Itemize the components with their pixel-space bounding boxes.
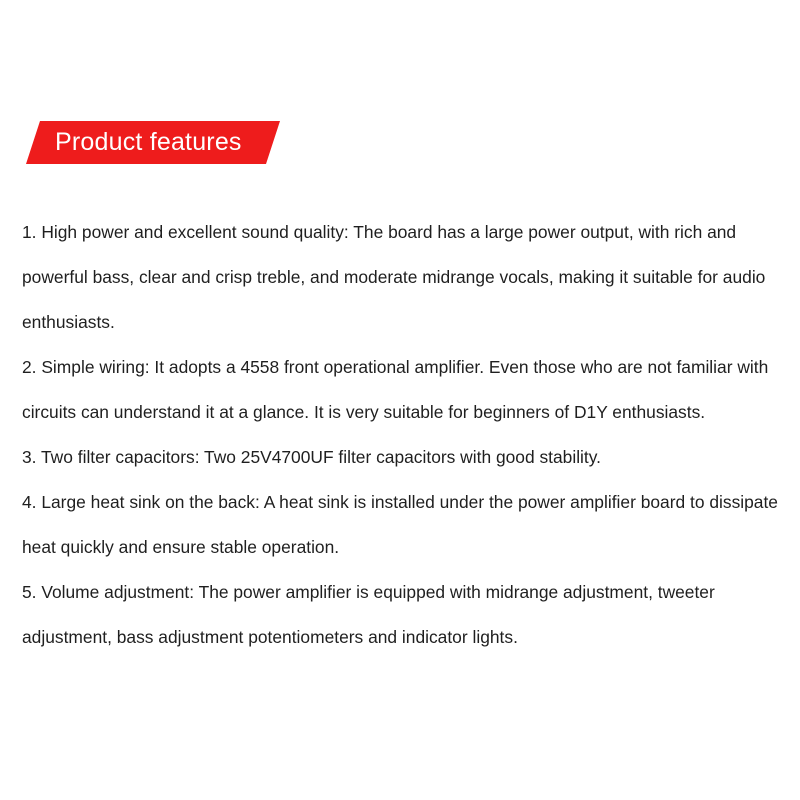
section-title: Product features	[55, 128, 242, 156]
feature-item-1: 1. High power and excellent sound quality: The board has a large power output, with rich and powerful bass, clear and crisp treble, and moderate midrange vocals, making it suitable for audio enthusiasts.	[22, 222, 766, 332]
feature-item-5: 5. Volume adjustment: The power amplifier is equipped with midrange adjustment, tweeter adjustment, bass adjustment potentiometers and indicator lights.	[22, 582, 715, 647]
feature-item-2: 2. Simple wiring: It adopts a 4558 front operational amplifier. Even those who are not familiar with circuits can understand it at a glance. It is very suitable for beginners of D1Y enthusiasts.	[22, 357, 769, 422]
feature-item-4: 4. Large heat sink on the back: A heat sink is installed under the power amplifier board to dissipate heat quickly and ensure stable operation.	[22, 492, 778, 557]
feature-list	[22, 210, 792, 660]
feature-item-3: 3. Two filter capacitors: Two 25V4700UF filter capacitors with good stability.	[22, 447, 601, 467]
